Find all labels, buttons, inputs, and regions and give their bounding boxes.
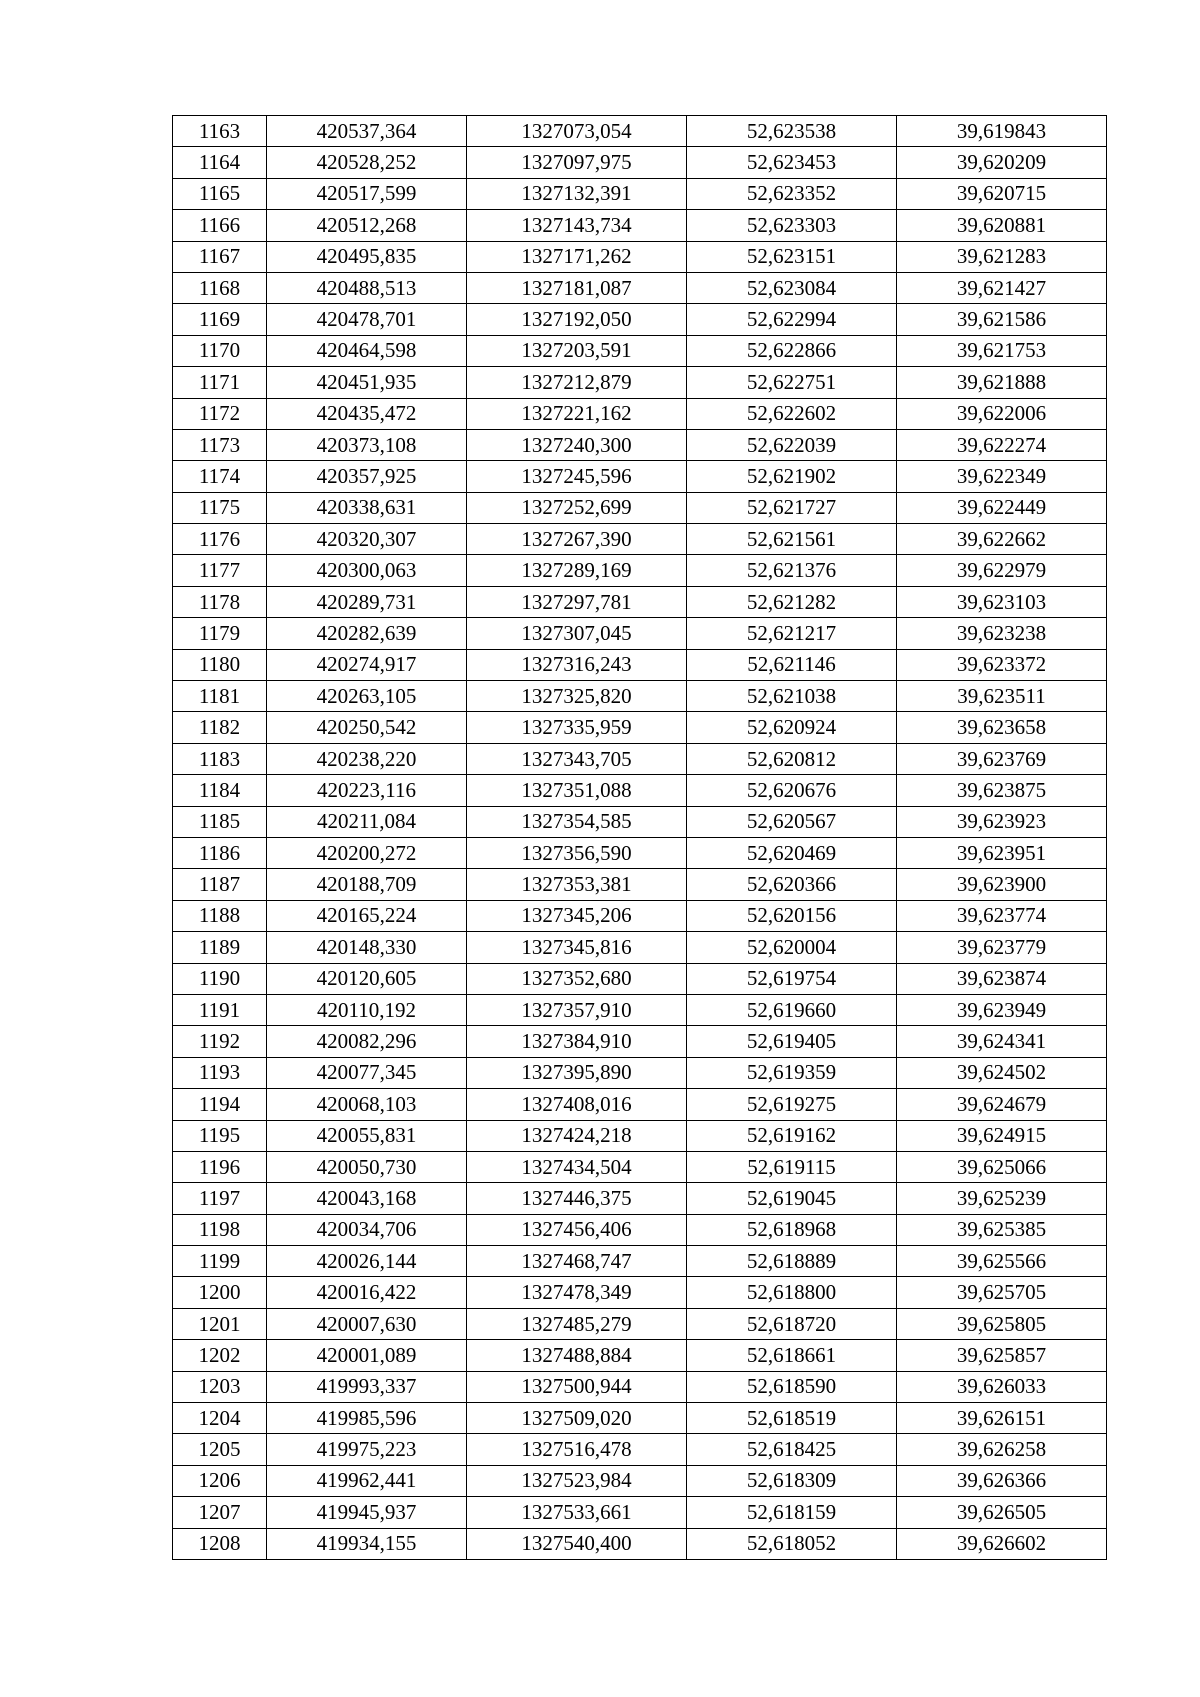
table-row xyxy=(173,618,1107,649)
x-coordinate-cell: 420238,220 xyxy=(267,743,467,774)
point-number-cell: 1193 xyxy=(173,1057,267,1088)
point-number-cell: 1167 xyxy=(173,241,267,272)
latitude-cell: 52,619162 xyxy=(687,1120,897,1151)
longitude-cell: 39,623238 xyxy=(897,618,1107,649)
x-coordinate-cell: 420464,598 xyxy=(267,335,467,366)
latitude-cell: 52,618889 xyxy=(687,1246,897,1277)
longitude-cell: 39,622979 xyxy=(897,555,1107,586)
x-coordinate-cell: 420211,084 xyxy=(267,806,467,837)
point-number-cell: 1187 xyxy=(173,869,267,900)
x-coordinate-cell: 420223,116 xyxy=(267,775,467,806)
longitude-cell: 39,623774 xyxy=(897,900,1107,931)
table-row xyxy=(173,1214,1107,1245)
point-number-cell: 1188 xyxy=(173,900,267,931)
latitude-cell: 52,623084 xyxy=(687,272,897,303)
y-coordinate-cell: 1327171,262 xyxy=(467,241,687,272)
longitude-cell: 39,624341 xyxy=(897,1026,1107,1057)
table-row xyxy=(173,241,1107,272)
y-coordinate-cell: 1327357,910 xyxy=(467,994,687,1025)
y-coordinate-cell: 1327523,984 xyxy=(467,1465,687,1496)
longitude-cell: 39,626366 xyxy=(897,1465,1107,1496)
longitude-cell: 39,623923 xyxy=(897,806,1107,837)
table-row xyxy=(173,1246,1107,1277)
point-number-cell: 1180 xyxy=(173,649,267,680)
y-coordinate-cell: 1327500,944 xyxy=(467,1371,687,1402)
point-number-cell: 1177 xyxy=(173,555,267,586)
x-coordinate-cell: 420282,639 xyxy=(267,618,467,649)
longitude-cell: 39,626033 xyxy=(897,1371,1107,1402)
table-row xyxy=(173,1026,1107,1057)
x-coordinate-cell: 420200,272 xyxy=(267,837,467,868)
longitude-cell: 39,621753 xyxy=(897,335,1107,366)
point-number-cell: 1176 xyxy=(173,524,267,555)
table-row xyxy=(173,398,1107,429)
point-number-cell: 1185 xyxy=(173,806,267,837)
x-coordinate-cell: 420528,252 xyxy=(267,147,467,178)
x-coordinate-cell: 420148,330 xyxy=(267,932,467,963)
latitude-cell: 52,618968 xyxy=(687,1214,897,1245)
longitude-cell: 39,626151 xyxy=(897,1403,1107,1434)
x-coordinate-cell: 420120,605 xyxy=(267,963,467,994)
point-number-cell: 1194 xyxy=(173,1089,267,1120)
y-coordinate-cell: 1327132,391 xyxy=(467,178,687,209)
longitude-cell: 39,623372 xyxy=(897,649,1107,680)
latitude-cell: 52,619754 xyxy=(687,963,897,994)
longitude-cell: 39,625805 xyxy=(897,1308,1107,1339)
latitude-cell: 52,618425 xyxy=(687,1434,897,1465)
x-coordinate-cell: 420043,168 xyxy=(267,1183,467,1214)
table-row xyxy=(173,1497,1107,1528)
table-row xyxy=(173,1465,1107,1496)
latitude-cell: 52,621727 xyxy=(687,492,897,523)
y-coordinate-cell: 1327446,375 xyxy=(467,1183,687,1214)
longitude-cell: 39,625566 xyxy=(897,1246,1107,1277)
point-number-cell: 1172 xyxy=(173,398,267,429)
table-row xyxy=(173,461,1107,492)
y-coordinate-cell: 1327434,504 xyxy=(467,1151,687,1182)
x-coordinate-cell: 420451,935 xyxy=(267,367,467,398)
table-row xyxy=(173,1371,1107,1402)
latitude-cell: 52,620567 xyxy=(687,806,897,837)
table-row xyxy=(173,1434,1107,1465)
y-coordinate-cell: 1327384,910 xyxy=(467,1026,687,1057)
x-coordinate-cell: 420188,709 xyxy=(267,869,467,900)
x-coordinate-cell: 420488,513 xyxy=(267,272,467,303)
y-coordinate-cell: 1327245,596 xyxy=(467,461,687,492)
latitude-cell: 52,621376 xyxy=(687,555,897,586)
y-coordinate-cell: 1327352,680 xyxy=(467,963,687,994)
longitude-cell: 39,623951 xyxy=(897,837,1107,868)
point-number-cell: 1184 xyxy=(173,775,267,806)
latitude-cell: 52,618800 xyxy=(687,1277,897,1308)
point-number-cell: 1166 xyxy=(173,210,267,241)
table-row xyxy=(173,1403,1107,1434)
latitude-cell: 52,619359 xyxy=(687,1057,897,1088)
point-number-cell: 1196 xyxy=(173,1151,267,1182)
latitude-cell: 52,618159 xyxy=(687,1497,897,1528)
longitude-cell: 39,624915 xyxy=(897,1120,1107,1151)
table-row xyxy=(173,743,1107,774)
longitude-cell: 39,623874 xyxy=(897,963,1107,994)
y-coordinate-cell: 1327516,478 xyxy=(467,1434,687,1465)
y-coordinate-cell: 1327097,975 xyxy=(467,147,687,178)
y-coordinate-cell: 1327221,162 xyxy=(467,398,687,429)
x-coordinate-cell: 420517,599 xyxy=(267,178,467,209)
table-row xyxy=(173,1277,1107,1308)
longitude-cell: 39,623511 xyxy=(897,681,1107,712)
y-coordinate-cell: 1327488,884 xyxy=(467,1340,687,1371)
point-number-cell: 1163 xyxy=(173,116,267,147)
x-coordinate-cell: 420320,307 xyxy=(267,524,467,555)
point-number-cell: 1205 xyxy=(173,1434,267,1465)
point-number-cell: 1168 xyxy=(173,272,267,303)
longitude-cell: 39,624502 xyxy=(897,1057,1107,1088)
latitude-cell: 52,623538 xyxy=(687,116,897,147)
point-number-cell: 1190 xyxy=(173,963,267,994)
y-coordinate-cell: 1327353,381 xyxy=(467,869,687,900)
y-coordinate-cell: 1327192,050 xyxy=(467,304,687,335)
point-number-cell: 1200 xyxy=(173,1277,267,1308)
longitude-cell: 39,623103 xyxy=(897,586,1107,617)
longitude-cell: 39,625385 xyxy=(897,1214,1107,1245)
point-number-cell: 1204 xyxy=(173,1403,267,1434)
longitude-cell: 39,623779 xyxy=(897,932,1107,963)
y-coordinate-cell: 1327325,820 xyxy=(467,681,687,712)
point-number-cell: 1195 xyxy=(173,1120,267,1151)
latitude-cell: 52,622866 xyxy=(687,335,897,366)
latitude-cell: 52,619660 xyxy=(687,994,897,1025)
x-coordinate-cell: 419962,441 xyxy=(267,1465,467,1496)
x-coordinate-cell: 420435,472 xyxy=(267,398,467,429)
longitude-cell: 39,619843 xyxy=(897,116,1107,147)
latitude-cell: 52,623453 xyxy=(687,147,897,178)
x-coordinate-cell: 420357,925 xyxy=(267,461,467,492)
x-coordinate-cell: 420077,345 xyxy=(267,1057,467,1088)
latitude-cell: 52,620924 xyxy=(687,712,897,743)
y-coordinate-cell: 1327307,045 xyxy=(467,618,687,649)
x-coordinate-cell: 420263,105 xyxy=(267,681,467,712)
table-row xyxy=(173,524,1107,555)
table-row xyxy=(173,272,1107,303)
y-coordinate-cell: 1327335,959 xyxy=(467,712,687,743)
y-coordinate-cell: 1327533,661 xyxy=(467,1497,687,1528)
point-number-cell: 1207 xyxy=(173,1497,267,1528)
longitude-cell: 39,623900 xyxy=(897,869,1107,900)
x-coordinate-cell: 420050,730 xyxy=(267,1151,467,1182)
table-row xyxy=(173,1151,1107,1182)
point-number-cell: 1164 xyxy=(173,147,267,178)
point-number-cell: 1178 xyxy=(173,586,267,617)
x-coordinate-cell: 420478,701 xyxy=(267,304,467,335)
table-row xyxy=(173,932,1107,963)
y-coordinate-cell: 1327343,705 xyxy=(467,743,687,774)
table-row xyxy=(173,147,1107,178)
x-coordinate-cell: 420274,917 xyxy=(267,649,467,680)
latitude-cell: 52,618052 xyxy=(687,1528,897,1559)
latitude-cell: 52,622039 xyxy=(687,429,897,460)
x-coordinate-cell: 419985,596 xyxy=(267,1403,467,1434)
table-row xyxy=(173,304,1107,335)
x-coordinate-cell: 420001,089 xyxy=(267,1340,467,1371)
latitude-cell: 52,621217 xyxy=(687,618,897,649)
latitude-cell: 52,623151 xyxy=(687,241,897,272)
longitude-cell: 39,622006 xyxy=(897,398,1107,429)
point-number-cell: 1179 xyxy=(173,618,267,649)
latitude-cell: 52,618661 xyxy=(687,1340,897,1371)
longitude-cell: 39,626602 xyxy=(897,1528,1107,1559)
y-coordinate-cell: 1327509,020 xyxy=(467,1403,687,1434)
table-row xyxy=(173,806,1107,837)
table-row xyxy=(173,555,1107,586)
latitude-cell: 52,619045 xyxy=(687,1183,897,1214)
table-row xyxy=(173,837,1107,868)
longitude-cell: 39,622349 xyxy=(897,461,1107,492)
latitude-cell: 52,618590 xyxy=(687,1371,897,1402)
y-coordinate-cell: 1327478,349 xyxy=(467,1277,687,1308)
x-coordinate-cell: 420338,631 xyxy=(267,492,467,523)
x-coordinate-cell: 420289,731 xyxy=(267,586,467,617)
latitude-cell: 52,621038 xyxy=(687,681,897,712)
table-row xyxy=(173,963,1107,994)
x-coordinate-cell: 420512,268 xyxy=(267,210,467,241)
table-row xyxy=(173,116,1107,147)
y-coordinate-cell: 1327252,699 xyxy=(467,492,687,523)
x-coordinate-cell: 420300,063 xyxy=(267,555,467,586)
longitude-cell: 39,623875 xyxy=(897,775,1107,806)
latitude-cell: 52,621282 xyxy=(687,586,897,617)
y-coordinate-cell: 1327354,585 xyxy=(467,806,687,837)
x-coordinate-cell: 420110,192 xyxy=(267,994,467,1025)
point-number-cell: 1191 xyxy=(173,994,267,1025)
table-row xyxy=(173,586,1107,617)
point-number-cell: 1208 xyxy=(173,1528,267,1559)
y-coordinate-cell: 1327456,406 xyxy=(467,1214,687,1245)
table-row xyxy=(173,775,1107,806)
point-number-cell: 1175 xyxy=(173,492,267,523)
y-coordinate-cell: 1327485,279 xyxy=(467,1308,687,1339)
y-coordinate-cell: 1327408,016 xyxy=(467,1089,687,1120)
y-coordinate-cell: 1327424,218 xyxy=(467,1120,687,1151)
point-number-cell: 1199 xyxy=(173,1246,267,1277)
table-row xyxy=(173,649,1107,680)
longitude-cell: 39,622662 xyxy=(897,524,1107,555)
table-row xyxy=(173,210,1107,241)
x-coordinate-cell: 420034,706 xyxy=(267,1214,467,1245)
x-coordinate-cell: 419975,223 xyxy=(267,1434,467,1465)
latitude-cell: 52,619115 xyxy=(687,1151,897,1182)
latitude-cell: 52,618720 xyxy=(687,1308,897,1339)
x-coordinate-cell: 420007,630 xyxy=(267,1308,467,1339)
table-row xyxy=(173,1308,1107,1339)
point-number-cell: 1206 xyxy=(173,1465,267,1496)
latitude-cell: 52,622751 xyxy=(687,367,897,398)
latitude-cell: 52,621561 xyxy=(687,524,897,555)
longitude-cell: 39,621427 xyxy=(897,272,1107,303)
x-coordinate-cell: 420026,144 xyxy=(267,1246,467,1277)
y-coordinate-cell: 1327073,054 xyxy=(467,116,687,147)
table-row xyxy=(173,869,1107,900)
latitude-cell: 52,620812 xyxy=(687,743,897,774)
y-coordinate-cell: 1327143,734 xyxy=(467,210,687,241)
x-coordinate-cell: 420165,224 xyxy=(267,900,467,931)
table-row xyxy=(173,681,1107,712)
point-number-cell: 1186 xyxy=(173,837,267,868)
table-row xyxy=(173,367,1107,398)
latitude-cell: 52,619275 xyxy=(687,1089,897,1120)
y-coordinate-cell: 1327267,390 xyxy=(467,524,687,555)
table-row xyxy=(173,1528,1107,1559)
longitude-cell: 39,623769 xyxy=(897,743,1107,774)
longitude-cell: 39,621586 xyxy=(897,304,1107,335)
x-coordinate-cell: 419945,937 xyxy=(267,1497,467,1528)
table-row xyxy=(173,1057,1107,1088)
y-coordinate-cell: 1327240,300 xyxy=(467,429,687,460)
y-coordinate-cell: 1327203,591 xyxy=(467,335,687,366)
point-number-cell: 1169 xyxy=(173,304,267,335)
table-row xyxy=(173,178,1107,209)
longitude-cell: 39,620209 xyxy=(897,147,1107,178)
y-coordinate-cell: 1327351,088 xyxy=(467,775,687,806)
x-coordinate-cell: 420068,103 xyxy=(267,1089,467,1120)
y-coordinate-cell: 1327395,890 xyxy=(467,1057,687,1088)
longitude-cell: 39,625066 xyxy=(897,1151,1107,1182)
point-number-cell: 1173 xyxy=(173,429,267,460)
longitude-cell: 39,620715 xyxy=(897,178,1107,209)
table-row xyxy=(173,900,1107,931)
y-coordinate-cell: 1327345,816 xyxy=(467,932,687,963)
y-coordinate-cell: 1327316,243 xyxy=(467,649,687,680)
longitude-cell: 39,622449 xyxy=(897,492,1107,523)
point-number-cell: 1165 xyxy=(173,178,267,209)
latitude-cell: 52,618519 xyxy=(687,1403,897,1434)
y-coordinate-cell: 1327297,781 xyxy=(467,586,687,617)
x-coordinate-cell: 420495,835 xyxy=(267,241,467,272)
longitude-cell: 39,624679 xyxy=(897,1089,1107,1120)
table-row xyxy=(173,1120,1107,1151)
y-coordinate-cell: 1327289,169 xyxy=(467,555,687,586)
latitude-cell: 52,620469 xyxy=(687,837,897,868)
longitude-cell: 39,623658 xyxy=(897,712,1107,743)
point-number-cell: 1189 xyxy=(173,932,267,963)
y-coordinate-cell: 1327540,400 xyxy=(467,1528,687,1559)
longitude-cell: 39,626505 xyxy=(897,1497,1107,1528)
longitude-cell: 39,621888 xyxy=(897,367,1107,398)
longitude-cell: 39,620881 xyxy=(897,210,1107,241)
table-row xyxy=(173,335,1107,366)
latitude-cell: 52,620004 xyxy=(687,932,897,963)
latitude-cell: 52,622602 xyxy=(687,398,897,429)
point-number-cell: 1198 xyxy=(173,1214,267,1245)
point-number-cell: 1183 xyxy=(173,743,267,774)
table-row xyxy=(173,994,1107,1025)
x-coordinate-cell: 419993,337 xyxy=(267,1371,467,1402)
point-number-cell: 1197 xyxy=(173,1183,267,1214)
longitude-cell: 39,623949 xyxy=(897,994,1107,1025)
point-number-cell: 1182 xyxy=(173,712,267,743)
latitude-cell: 52,623303 xyxy=(687,210,897,241)
latitude-cell: 52,623352 xyxy=(687,178,897,209)
x-coordinate-cell: 420537,364 xyxy=(267,116,467,147)
y-coordinate-cell: 1327345,206 xyxy=(467,900,687,931)
point-number-cell: 1203 xyxy=(173,1371,267,1402)
longitude-cell: 39,621283 xyxy=(897,241,1107,272)
x-coordinate-cell: 419934,155 xyxy=(267,1528,467,1559)
table-row xyxy=(173,429,1107,460)
x-coordinate-cell: 420082,296 xyxy=(267,1026,467,1057)
y-coordinate-cell: 1327356,590 xyxy=(467,837,687,868)
y-coordinate-cell: 1327212,879 xyxy=(467,367,687,398)
latitude-cell: 52,618309 xyxy=(687,1465,897,1496)
point-number-cell: 1202 xyxy=(173,1340,267,1371)
x-coordinate-cell: 420250,542 xyxy=(267,712,467,743)
point-number-cell: 1181 xyxy=(173,681,267,712)
point-number-cell: 1171 xyxy=(173,367,267,398)
table-row xyxy=(173,712,1107,743)
table-row xyxy=(173,1089,1107,1120)
coordinates-table-body xyxy=(173,116,1107,1560)
latitude-cell: 52,620676 xyxy=(687,775,897,806)
x-coordinate-cell: 420016,422 xyxy=(267,1277,467,1308)
longitude-cell: 39,626258 xyxy=(897,1434,1107,1465)
x-coordinate-cell: 420055,831 xyxy=(267,1120,467,1151)
point-number-cell: 1192 xyxy=(173,1026,267,1057)
longitude-cell: 39,622274 xyxy=(897,429,1107,460)
longitude-cell: 39,625857 xyxy=(897,1340,1107,1371)
table-row xyxy=(173,1340,1107,1371)
point-number-cell: 1201 xyxy=(173,1308,267,1339)
latitude-cell: 52,619405 xyxy=(687,1026,897,1057)
coordinates-table xyxy=(172,115,1107,1560)
latitude-cell: 52,621146 xyxy=(687,649,897,680)
latitude-cell: 52,622994 xyxy=(687,304,897,335)
table-row xyxy=(173,492,1107,523)
longitude-cell: 39,625705 xyxy=(897,1277,1107,1308)
table-row xyxy=(173,1183,1107,1214)
x-coordinate-cell: 420373,108 xyxy=(267,429,467,460)
y-coordinate-cell: 1327468,747 xyxy=(467,1246,687,1277)
point-number-cell: 1174 xyxy=(173,461,267,492)
latitude-cell: 52,620156 xyxy=(687,900,897,931)
longitude-cell: 39,625239 xyxy=(897,1183,1107,1214)
y-coordinate-cell: 1327181,087 xyxy=(467,272,687,303)
latitude-cell: 52,620366 xyxy=(687,869,897,900)
latitude-cell: 52,621902 xyxy=(687,461,897,492)
point-number-cell: 1170 xyxy=(173,335,267,366)
